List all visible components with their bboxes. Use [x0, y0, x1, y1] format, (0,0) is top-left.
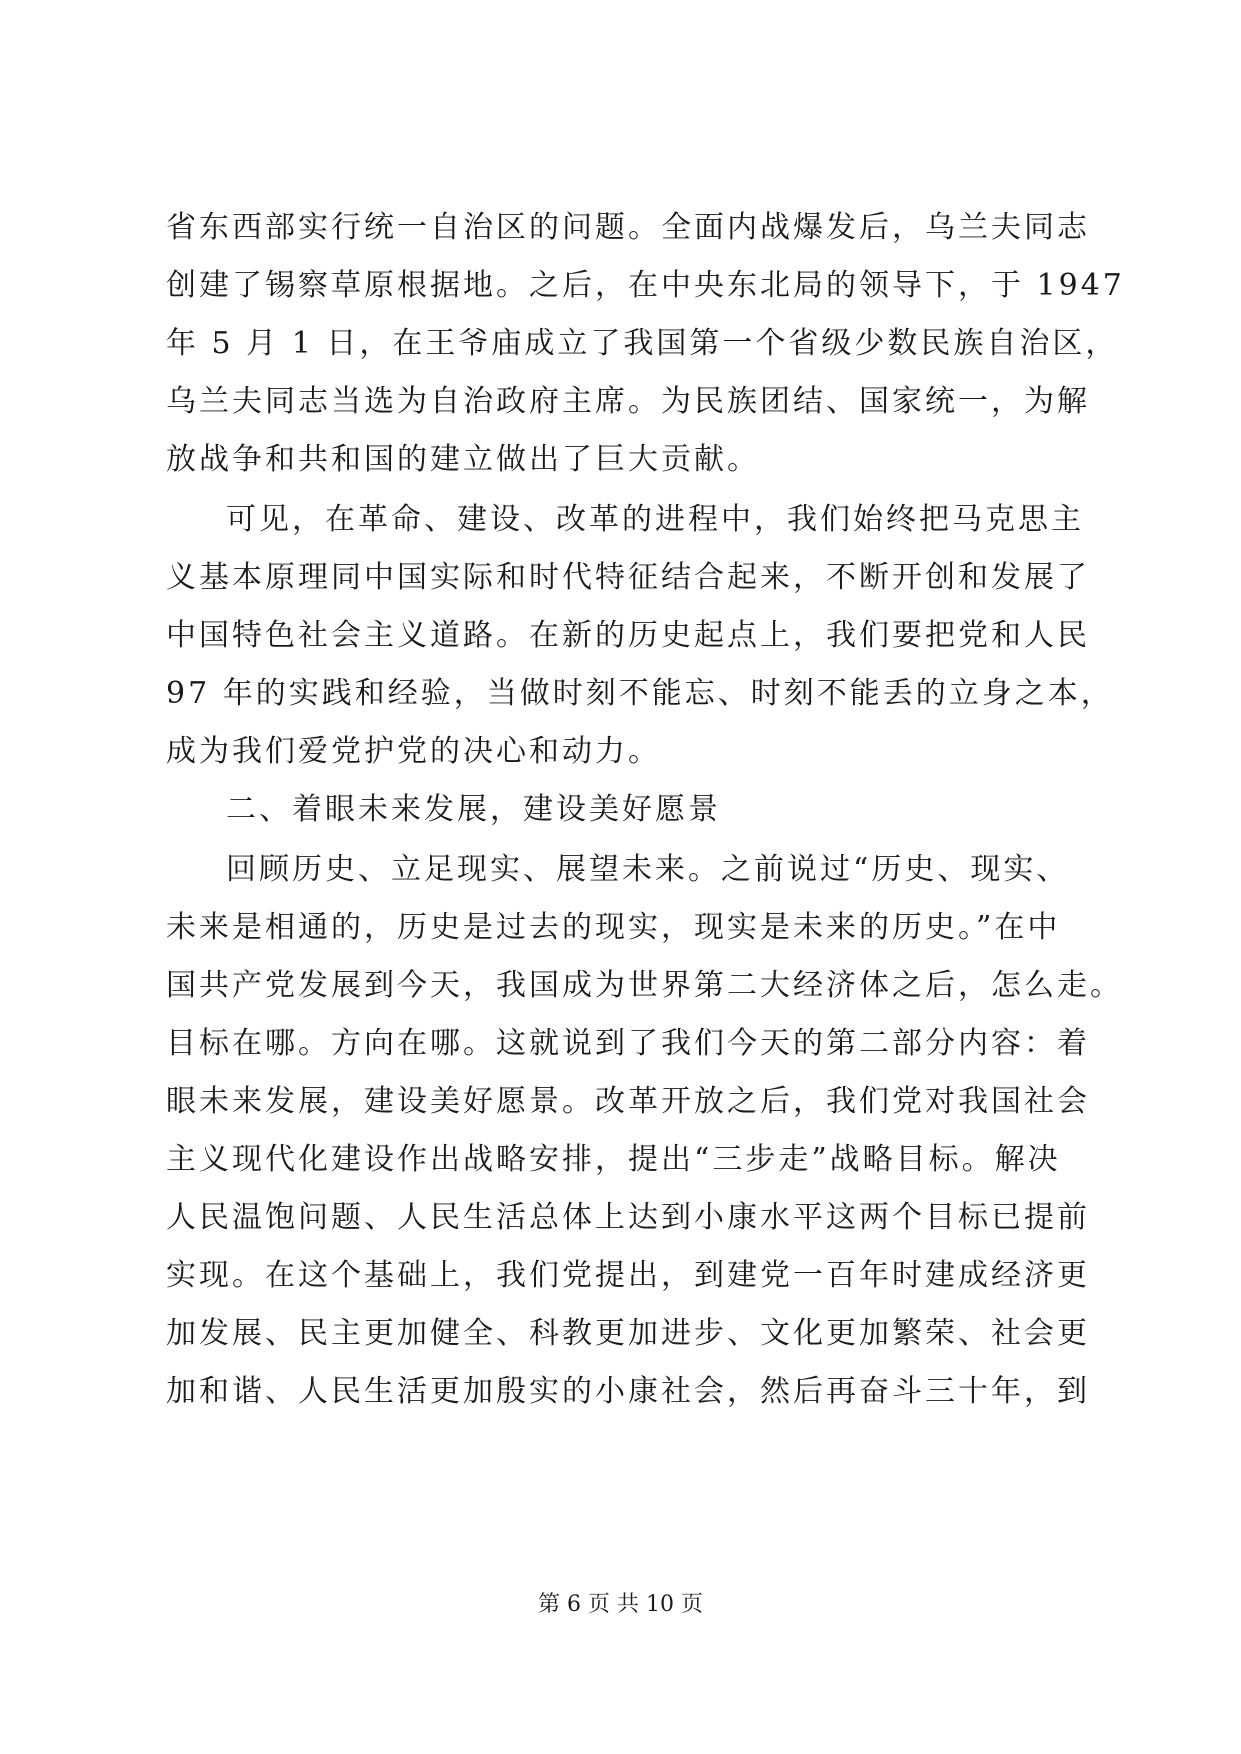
- text-line: 义基本原理同中国实际和时代特征结合起来，不断开创和发展了: [166, 560, 1090, 595]
- text-line: 人民温饱问题、人民生活总体上达到小康水平这两个目标已提前: [166, 1200, 1090, 1235]
- text-line: 加和谐、人民生活更加殷实的小康社会，然后再奋斗三十年，到: [166, 1374, 1090, 1409]
- text-line: 实现。在这个基础上，我们党提出，到建党一百年时建成经济更: [166, 1258, 1090, 1293]
- text-line: 年 5 月 1 日，在王爷庙成立了我国第一个省级少数民族自治区，: [166, 326, 1119, 361]
- text-line: 主义现代化建设作出战略安排，提出“三步走”战略目标。解决: [166, 1142, 1061, 1177]
- text-line: 省东西部实行统一自治区的问题。全面内战爆发后，乌兰夫同志: [166, 210, 1090, 245]
- paragraph-start-line: 可见，在革命、建设、改革的进程中，我们始终把马克思主: [226, 502, 1084, 537]
- text-line: 国共产党发展到今天，我国成为世界第二大经济体之后，怎么走。: [166, 968, 1123, 1003]
- text-line: 放战争和共和国的建立做出了巨大贡献。: [166, 442, 760, 477]
- paragraph-start-line: 回顾历史、立足现实、展望未来。之前说过“历史、现实、: [226, 852, 1070, 887]
- section-heading: 二、着眼未来发展，建设美好愿景: [226, 792, 721, 827]
- text-line: 创建了锡察草原根据地。之后，在中央东北局的领导下，于 1947: [166, 268, 1125, 303]
- text-line: 加发展、民主更加健全、科教更加进步、文化更加繁荣、社会更: [166, 1316, 1090, 1351]
- text-line: 目标在哪。方向在哪。这就说到了我们今天的第二部分内容：着: [166, 1026, 1090, 1061]
- page-number-footer: 第 6 页 共 10 页: [538, 1592, 703, 1617]
- text-line: 乌兰夫同志当选为自治政府主席。为民族团结、国家统一，为解: [166, 384, 1090, 419]
- text-line: 眼未来发展，建设美好愿景。改革开放之后，我们党对我国社会: [166, 1084, 1090, 1119]
- text-line: 成为我们爱党护党的决心和动力。: [166, 734, 661, 769]
- text-line: 97 年的实践和经验，当做时刻不能忘、时刻不能丢的立身之本，: [166, 676, 1114, 711]
- text-line: 未来是相通的，历史是过去的现实，现实是未来的历史。”在中: [166, 910, 1061, 945]
- text-line: 中国特色社会主义道路。在新的历史起点上，我们要把党和人民: [166, 618, 1090, 653]
